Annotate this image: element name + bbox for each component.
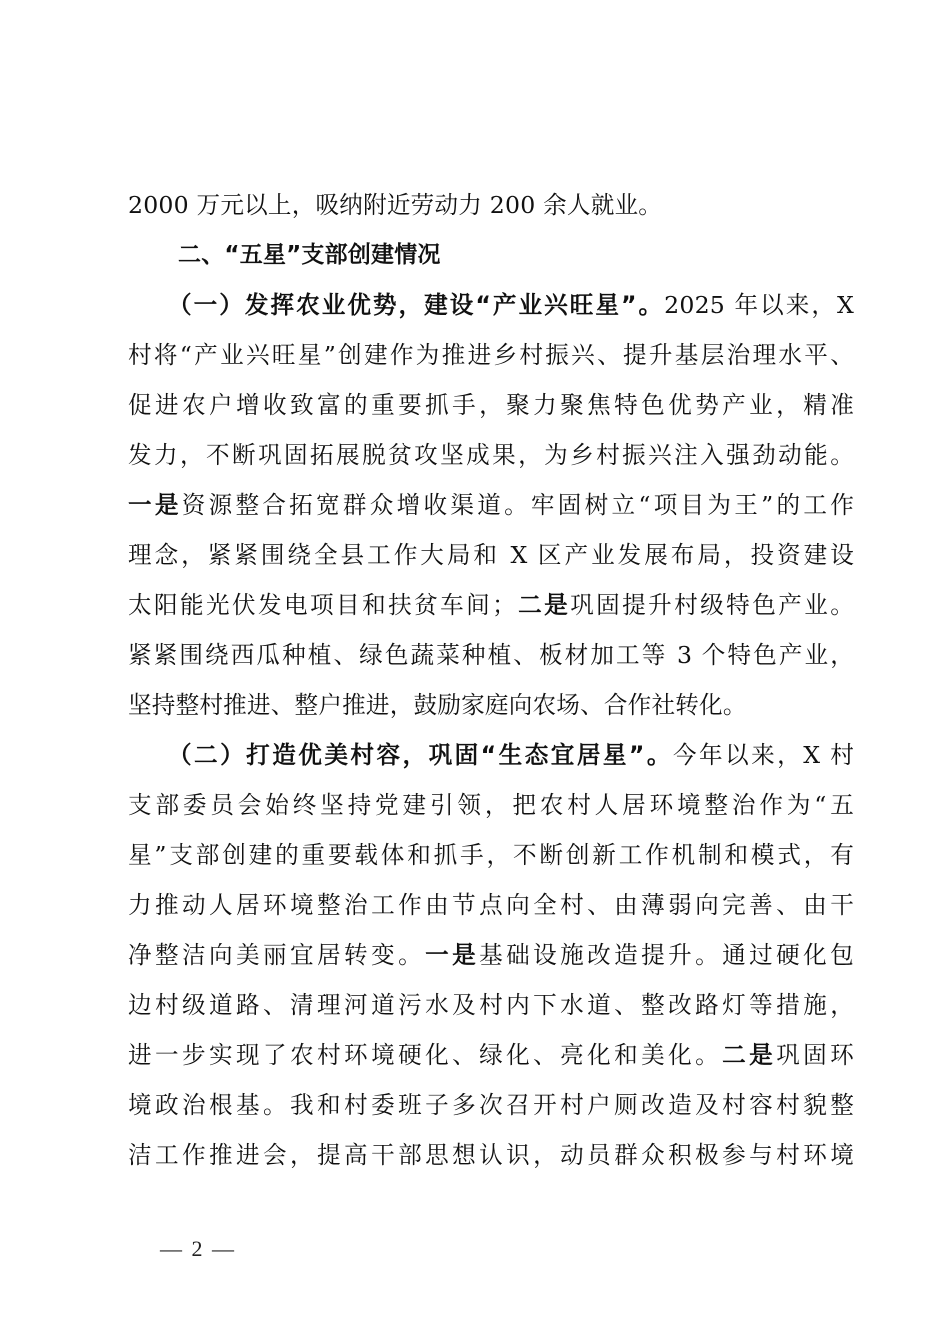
subsection-title-2: （二）打造优美村容，巩固“生态宜居星”。: [168, 741, 673, 769]
paragraph-line: [128, 930, 854, 980]
body-text: 支部委员会始终坚持党建引领，把农村人居环境整治作为“五: [128, 791, 854, 819]
page-number: — 2 —: [160, 1236, 236, 1261]
body-text: 坚持整村推进、整户推进，鼓励家庭向农场、合作社转化。: [128, 691, 747, 719]
emphasis-text: 一是: [128, 491, 182, 519]
body-text: 境政治根基。我和村委班子多次召开村户厕改造及村容村貌整: [128, 1091, 854, 1119]
body-text: 洁工作推进会，提高干部思想认识，动员群众积极参与村环境: [128, 1141, 854, 1169]
body-text: 基础设施改造提升。通过硬化包: [479, 941, 854, 969]
paragraph-line: [128, 480, 854, 530]
paragraph-line: [128, 580, 854, 630]
body-text: 促进农户增收致富的重要抓手，聚力聚焦特色优势产业，精准: [128, 391, 854, 419]
section-heading-text: 二、“五星”支部创建情况: [178, 242, 441, 268]
paragraph-line: [128, 180, 854, 230]
paragraph-line: [128, 630, 854, 680]
body-text: 2000 万元以上，吸纳附近劳动力 200 余人就业。: [128, 191, 663, 219]
body-text: 村将“产业兴旺星”创建作为推进乡村振兴、提升基层治理水平、: [128, 341, 854, 369]
paragraph-line: [128, 330, 854, 380]
body-text: 力推动人居环境整治工作由节点向全村、由薄弱向完善、由干: [128, 891, 854, 919]
paragraph-line: [128, 780, 854, 830]
subsection-heading-line: [168, 730, 854, 780]
subsection-heading-line: [168, 280, 854, 330]
paragraph-line: [128, 1080, 854, 1130]
emphasis-text: 二是: [722, 1041, 777, 1069]
body-text: 太阳能光伏发电项目和扶贫车间；: [128, 591, 516, 619]
body-text: 进一步实现了农村环境硬化、绿化、亮化和美化。: [128, 1041, 723, 1069]
emphasis-text: 二是: [515, 591, 571, 619]
body-text: 资源整合拓宽群众增收渠道。牢固树立“项目为王”的工作: [181, 491, 854, 519]
body-text: 2025 年以来，X: [664, 291, 855, 319]
paragraph-line: [128, 380, 854, 430]
body-text: 巩固环: [776, 1041, 854, 1069]
body-text: 紧紧围绕西瓜种植、绿色蔬菜种植、板材加工等 3 个特色产业，: [128, 641, 854, 669]
body-text: 星”支部创建的重要载体和抓手，不断创新工作机制和模式，有: [128, 841, 854, 869]
paragraph-line: [128, 680, 854, 730]
body-text: 巩固提升村级特色产业。: [570, 591, 855, 619]
body-text: 理念，紧紧围绕全县工作大局和 X 区产业发展布局，投资建设: [128, 541, 854, 569]
section-heading: [178, 230, 441, 280]
emphasis-text: 一是: [425, 941, 480, 969]
body-text: 发力，不断巩固拓展脱贫攻坚成果，为乡村振兴注入强劲动能。: [128, 441, 854, 469]
body-text: 净整洁向美丽宜居转变。: [128, 941, 426, 969]
paragraph-line: [128, 1030, 854, 1080]
paragraph-line: [128, 880, 854, 930]
paragraph-line: [128, 530, 854, 580]
paragraph-line: [128, 980, 854, 1030]
paragraph-line: [128, 830, 854, 880]
body-text: 边村级道路、清理河道污水及村内下水道、整改路灯等措施，: [128, 991, 854, 1019]
subsection-title-1: （一）发挥农业优势，建设“产业兴旺星”。: [168, 291, 665, 319]
body-text: 今年以来，X 村: [672, 741, 854, 769]
paragraph-line: [128, 1130, 854, 1180]
paragraph-line: [128, 430, 854, 480]
